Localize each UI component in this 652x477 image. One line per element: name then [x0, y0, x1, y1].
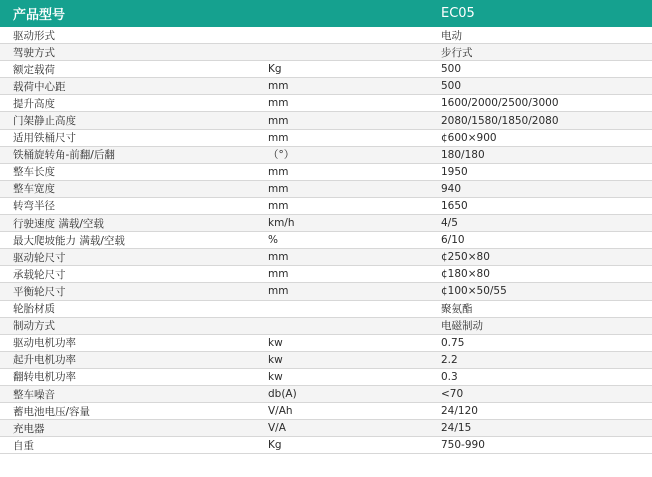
row-unit: mm — [268, 199, 289, 212]
row-value: 1950 — [441, 165, 468, 178]
table-row — [0, 181, 652, 198]
row-value: 180/180 — [441, 148, 485, 161]
row-param: 起升电机功率 — [13, 354, 76, 367]
row-value: 2080/1580/1850/2080 — [441, 114, 559, 127]
table-header — [0, 0, 652, 27]
row-value: 4/5 — [441, 217, 458, 230]
row-value: 6/10 — [441, 234, 465, 247]
row-value: ¢100×50/55 — [441, 285, 507, 298]
table-row — [0, 95, 652, 112]
row-value: 940 — [441, 182, 462, 195]
row-param: 驱动形式 — [13, 29, 55, 42]
row-param: 驱动电机功率 — [13, 337, 76, 350]
table-row — [0, 232, 652, 249]
row-value: <70 — [441, 388, 464, 401]
row-unit: kw — [268, 370, 283, 383]
row-value: 24/15 — [441, 422, 472, 435]
row-param: 载荷中心距 — [13, 80, 66, 93]
row-value: 电动 — [441, 29, 462, 42]
row-unit: mm — [268, 80, 289, 93]
row-value: 750-990 — [441, 439, 485, 452]
row-param: 驱动轮尺寸 — [13, 251, 66, 264]
table-row — [0, 335, 652, 352]
row-value: 0.75 — [441, 336, 465, 349]
row-param: 转弯半径 — [13, 200, 55, 213]
table-row — [0, 61, 652, 78]
row-param: 制动方式 — [13, 320, 55, 333]
row-param: 承载轮尺寸 — [13, 268, 66, 281]
row-unit: mm — [268, 182, 289, 195]
row-param: 适用铁桶尺寸 — [13, 132, 76, 145]
row-unit: mm — [268, 97, 289, 110]
row-unit: km/h — [268, 217, 295, 230]
row-unit: V/A — [268, 422, 286, 435]
table-row — [0, 27, 652, 44]
row-value: 步行式 — [441, 46, 473, 59]
row-unit: kw — [268, 353, 283, 366]
row-param: 轮胎材质 — [13, 303, 55, 316]
row-unit: Kg — [268, 439, 282, 452]
table-row — [0, 130, 652, 147]
table-row — [0, 78, 652, 95]
table-row — [0, 249, 652, 266]
row-value: 1650 — [441, 199, 468, 212]
row-unit: mm — [268, 285, 289, 298]
row-param: 铁桶旋转角-前翻/后翻 — [13, 149, 115, 162]
row-param: 整车长度 — [13, 166, 55, 179]
row-param: 行驶速度 满载/空载 — [13, 217, 104, 230]
row-value: 0.3 — [441, 370, 458, 383]
row-param: 翻转电机功率 — [13, 371, 76, 384]
table-row — [0, 215, 652, 232]
table-row — [0, 386, 652, 403]
row-param: 最大爬坡能力 满载/空载 — [13, 234, 125, 247]
table-row — [0, 44, 652, 61]
row-unit: mm — [268, 268, 289, 281]
table-row — [0, 301, 652, 318]
row-param: 自重 — [13, 439, 34, 452]
row-param: 整车噪音 — [13, 388, 55, 401]
row-value: 2.2 — [441, 353, 458, 366]
row-value: 聚氨酯 — [441, 303, 473, 316]
row-unit: mm — [268, 131, 289, 144]
row-value: 1600/2000/2500/3000 — [441, 97, 559, 110]
row-value: 500 — [441, 63, 462, 76]
row-unit: % — [268, 234, 278, 247]
row-param: 驾驶方式 — [13, 46, 55, 59]
row-value: ¢250×80 — [441, 251, 490, 264]
table-row — [0, 420, 652, 437]
row-value: ¢600×900 — [441, 131, 497, 144]
row-value: ¢180×80 — [441, 268, 490, 281]
table-row — [0, 437, 652, 454]
table-row — [0, 266, 652, 283]
row-unit: mm — [268, 165, 289, 178]
row-unit: Kg — [268, 63, 282, 76]
row-value: 电磁制动 — [441, 320, 483, 333]
row-unit: mm — [268, 114, 289, 127]
row-unit: V/Ah — [268, 405, 293, 418]
table-row — [0, 352, 652, 369]
table-row — [0, 403, 652, 420]
table-row — [0, 147, 652, 164]
table-body — [0, 27, 652, 454]
table-row — [0, 164, 652, 181]
row-param: 蓄电池电压/容量 — [13, 405, 91, 418]
row-param: 整车宽度 — [13, 183, 55, 196]
table-row — [0, 318, 652, 335]
row-unit: （°） — [268, 149, 295, 162]
row-param: 充电器 — [13, 422, 45, 435]
table-row — [0, 283, 652, 300]
row-unit: mm — [268, 251, 289, 264]
row-unit: db(A) — [268, 388, 297, 401]
header-model-label: 产品型号 — [13, 8, 66, 23]
row-param: 额定载荷 — [13, 63, 55, 76]
row-unit: kw — [268, 336, 283, 349]
row-value: 500 — [441, 80, 462, 93]
row-param: 提升高度 — [13, 97, 55, 110]
table-row — [0, 112, 652, 129]
header-model-value: EC05 — [441, 6, 475, 21]
row-param: 平衡轮尺寸 — [13, 285, 66, 298]
row-param: 门架静止高度 — [13, 115, 76, 128]
row-value: 24/120 — [441, 405, 478, 418]
table-row — [0, 369, 652, 386]
table-row — [0, 198, 652, 215]
